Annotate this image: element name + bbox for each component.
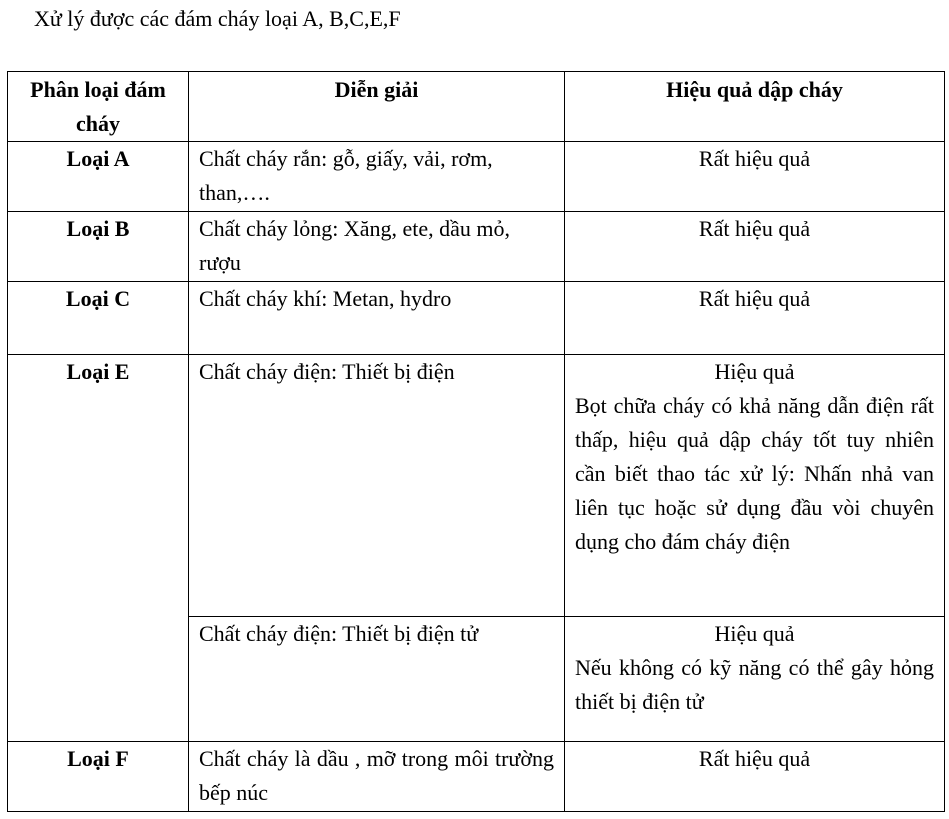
table-row <box>8 355 945 617</box>
table-row <box>8 282 945 355</box>
description-cell <box>189 742 565 812</box>
header-category: Phân loại đám cháy <box>8 72 189 142</box>
description-cell: Chất cháy lỏng: Xăng, ete, dầu mỏ, rượu <box>189 212 565 282</box>
effect-label: Hiệu quả <box>714 621 795 646</box>
table-row <box>8 212 945 282</box>
effect-cell: Rất hiệu quả <box>565 142 945 212</box>
category-cell: Loại B <box>8 212 189 282</box>
category-cell: Loại F <box>8 742 189 812</box>
description-text: Chất cháy là dầu , mỡ trong môi trường bếp núc <box>199 746 554 805</box>
table-row <box>8 142 945 212</box>
effect-note: Nếu không có kỹ năng có thể gây hỏng thiết bị điện tử <box>575 655 934 714</box>
fire-classification-table <box>7 71 945 812</box>
table-row <box>8 742 945 812</box>
category-cell: Loại E <box>8 355 189 742</box>
intro-text: Xử lý được các đám cháy loại A, B,C,E,F <box>34 6 401 31</box>
description-cell: Chất cháy điện: Thiết bị điện <box>189 355 565 617</box>
description-cell: Chất cháy điện: Thiết bị điện tử <box>189 617 565 742</box>
category-cell: Loại A <box>8 142 189 212</box>
table-header-row <box>8 72 945 142</box>
effect-cell <box>565 355 945 617</box>
effect-note: Bọt chữa cháy có khả năng dẫn điện rất thấp, hiệu quả dập cháy tốt tuy nhiên cần biết thao tác xử lý: Nhấn nhả van liên tục hoặc sử dụng đầu vòi chuyên dụng cho đám cháy điện <box>575 393 934 554</box>
header-effect: Hiệu quả dập cháy <box>565 72 945 142</box>
effect-label: Hiệu quả <box>714 359 795 384</box>
header-description: Diễn giải <box>189 72 565 142</box>
effect-cell: Rất hiệu quả <box>565 742 945 812</box>
category-cell: Loại C <box>8 282 189 355</box>
description-cell: Chất cháy rắn: gỗ, giấy, vải, rơm, than,…. <box>189 142 565 212</box>
effect-cell: Rất hiệu quả <box>565 282 945 355</box>
effect-cell: Rất hiệu quả <box>565 212 945 282</box>
description-cell: Chất cháy khí: Metan, hydro <box>189 282 565 355</box>
effect-cell <box>565 617 945 742</box>
